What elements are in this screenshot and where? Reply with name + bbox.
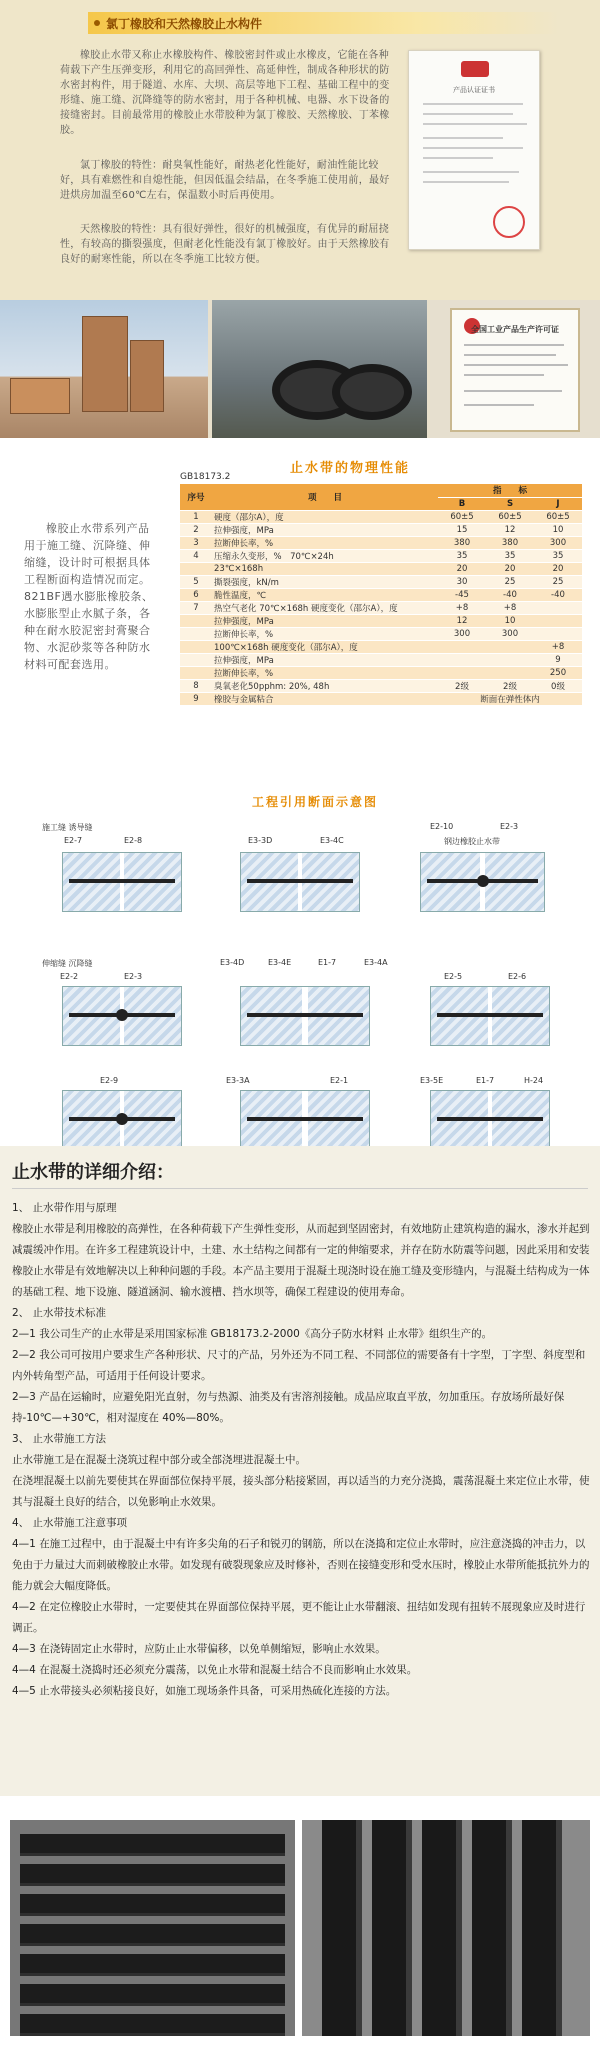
spec-cell-j <box>534 627 582 640</box>
spec-cell-no: 5 <box>180 575 212 588</box>
spec-cell-no: 9 <box>180 692 212 705</box>
spec-cell-item: 硬度（邵尔A），度 <box>212 510 438 523</box>
spec-cell-s: -40 <box>486 588 534 601</box>
spec-row <box>180 575 582 588</box>
spec-cell-j <box>534 601 582 614</box>
spec-cell-b: 2级 <box>438 679 486 692</box>
divider <box>12 1188 588 1189</box>
spec-row <box>180 666 582 679</box>
red-seal-icon <box>493 206 525 238</box>
bullet-icon <box>94 20 100 26</box>
spec-cell-item: 压缩永久变形，% 70℃×24h <box>212 549 438 562</box>
spec-cell-s: +8 <box>486 601 534 614</box>
cert-title: 产品认证证书 <box>453 86 495 94</box>
spec-cell-b <box>438 640 486 653</box>
factory-building-photo <box>0 300 208 438</box>
detail-paragraph: 止水带施工是在混凝土浇筑过程中部分或全部浇埋进混凝土中。 <box>12 1454 306 1466</box>
diagram-label: E3-4E <box>268 958 292 967</box>
spec-cell-b: 断面在弹性体内 <box>438 692 582 705</box>
detail-paragraph: 在浇埋混凝土以前先要使其在界面部位保持平展，接头部分粘接紧固，再以适当的力充分浇捣，震荡混凝土来定位止水带，使其与混凝土良好的结合，以免影响止水效果。 <box>12 1475 590 1508</box>
diagram-label: H-24 <box>524 1076 544 1085</box>
waterstop-stack-photo-1 <box>10 1820 295 2036</box>
th-b: B <box>438 497 486 510</box>
spec-row <box>180 601 582 614</box>
spec-table <box>180 484 582 706</box>
spec-cell-item: 100℃×168h 硬度变化（邵尔A），度 <box>212 640 438 653</box>
diagram-label: 施工缝 诱导缝 <box>42 823 93 832</box>
detail-paragraph: 2—3 产品在运输时，应避免阳光直射，勿与热源、油类及有害溶剂接触。成品应取直平放，勿加重压。存放场所最好保持-10℃—+30℃，相对湿度在 40%—80%。 <box>12 1391 565 1424</box>
diagram-label: E2-7 <box>64 836 83 845</box>
production-workshop-photo <box>212 300 427 438</box>
spec-cell-j: +8 <box>534 640 582 653</box>
spec-cell-b: +8 <box>438 601 486 614</box>
diagram-label: E3-3D <box>248 836 273 845</box>
diagram-label: E2-3 <box>124 972 143 981</box>
spec-cell-item: 撕裂强度，kN/m <box>212 575 438 588</box>
spec-cell-s: 25 <box>486 575 534 588</box>
diagram-label: E1-7 <box>476 1076 495 1085</box>
spec-row <box>180 510 582 523</box>
spec-row <box>180 614 582 627</box>
spec-cell-s <box>486 640 534 653</box>
spec-cell-no: 6 <box>180 588 212 601</box>
diagram-title: 工程引用断面示意图 <box>252 795 379 809</box>
intro-section <box>0 0 600 300</box>
spec-row <box>180 562 582 575</box>
spec-cell-item: 热空气老化 70℃×168h 硬度变化（邵尔A），度 <box>212 601 438 614</box>
diagram-label: E2-9 <box>100 1076 119 1085</box>
spec-cell-j: 20 <box>534 562 582 575</box>
spec-cell-no: 8 <box>180 679 212 692</box>
details-heading: 止水带的详细介绍： <box>12 1162 174 1183</box>
production-license-image <box>430 300 600 438</box>
spec-cell-j: 60±5 <box>534 510 582 523</box>
spec-row <box>180 692 582 705</box>
joint-diagram <box>240 1090 370 1150</box>
diagram-label: 伸缩缝 沉降缝 <box>42 959 93 968</box>
joint-diagram <box>62 852 182 912</box>
joint-diagram <box>430 1090 550 1150</box>
spec-row <box>180 627 582 640</box>
spec-cell-b: 12 <box>438 614 486 627</box>
detail-paragraph: 4—1 在施工过程中，由于混凝土中有许多尖角的石子和锐刃的钢筋，所以在浇捣和定位止水带时，应注意浇捣的冲击力，以免由于力量过大而刺破橡胶止水带。如发现有破裂现象应及时修补，否则在接缝变形和受水压时，橡胶止水带所能抵抗外力的能力就会大幅度降低。 <box>12 1538 590 1592</box>
spec-cell-s: 10 <box>486 614 534 627</box>
spec-cell-j: 0级 <box>534 679 582 692</box>
detail-paragraph: 2—1 我公司生产的止水带是采用国家标准 GB18173.2-2000《高分子防水材料 止水带》组织生产的。 <box>12 1328 493 1340</box>
spec-cell-item: 拉断伸长率，% <box>212 536 438 549</box>
th-index: 指 标 <box>438 484 582 497</box>
detail-paragraph: 橡胶止水带是利用橡胶的高弹性，在各种荷载下产生弹性变形，从而起到坚固密封，有效地防止建筑构造的漏水，渗水并起到减震缓冲作用。在许多工程建筑设计中，土建、水土结构之间都有一定的伸缩要求，并存在防水防震等问题，因此采用和安装橡胶止水带是有效地解决以上种种问题的手段。本产品主要用于混凝土现浇时设在施工缝及变形缝内，与混凝土结构成为一体的基础工程、地下设施、隧道涵洞、输水渡槽、挡水坝等，确保工程建设的使用寿命。 <box>12 1223 590 1298</box>
spec-cell-j: 10 <box>534 523 582 536</box>
intro-paragraph-1: 橡胶止水带又称止水橡胶构件、橡胶密封件或止水橡皮，它能在各种荷载下产生压弹变形，利用它的高回弹性、高延伸性，制成各种形状的防水密封构件，用于隧道、水库、大坝、高层等地下工程、基础工程中的变形缝、施工缝、沉降缝等的防水密封，用于各种机械、电器、水下设备的接缝密封。目前最常用的橡胶止水带胶种为氯丁橡胶、天然橡胶、丁苯橡胶。 <box>60 50 390 136</box>
spec-row <box>180 536 582 549</box>
product-photos <box>0 1796 600 2046</box>
spec-cell-b: 35 <box>438 549 486 562</box>
detail-paragraph: 4—3 在浇铸固定止水带时，应防止止水带偏移，以免单侧缩短，影响止水效果。 <box>12 1643 386 1655</box>
diagram-label: E2-1 <box>330 1076 349 1085</box>
cert-logo-icon <box>461 61 489 77</box>
diagram-label: E2-2 <box>60 972 79 981</box>
spec-cell-s: 380 <box>486 536 534 549</box>
spec-cell-s: 12 <box>486 523 534 536</box>
detail-paragraph: 2—2 我公司可按用户要求生产各种形状、尺寸的产品，另外还为不同工程、不同部位的需要备有十字型，丁字型、斜度型和内外转角型产品，可适用于任何设计要求。 <box>12 1349 586 1382</box>
spec-row <box>180 588 582 601</box>
section-banner <box>88 12 558 34</box>
joint-diagram <box>240 852 360 912</box>
spec-cell-no: 4 <box>180 549 212 562</box>
diagram-label: E2-8 <box>124 836 143 845</box>
spec-cell-item: 23℃×168h <box>212 562 438 575</box>
intro-paragraph-2: 氯丁橡胶的特性：耐臭氧性能好，耐热老化性能好，耐油性能比较好，具有难燃性和自熄性能，但因低温会结晶，在冬季施工使用前，最好进烘房加温至60℃左右，保温数小时后再使用。 <box>60 160 390 201</box>
spec-cell-s <box>486 653 534 666</box>
diagram-label: E2-6 <box>508 972 527 981</box>
spec-cell-item: 脆性温度，℃ <box>212 588 438 601</box>
detail-paragraph: 3、 止水带施工方法 <box>12 1433 107 1445</box>
joint-diagram <box>62 1090 182 1150</box>
diagram-label: E3-4A <box>364 958 388 967</box>
th-item: 项 目 <box>212 484 438 510</box>
spec-cell-b: 60±5 <box>438 510 486 523</box>
diagram-label: E3-4D <box>220 958 245 967</box>
spec-cell-no <box>180 640 212 653</box>
spec-cell-no <box>180 562 212 575</box>
spec-row <box>180 549 582 562</box>
details-section <box>0 1146 600 1796</box>
spec-cell-s: 2级 <box>486 679 534 692</box>
spec-cell-j <box>534 614 582 627</box>
spec-cell-no <box>180 666 212 679</box>
spec-cell-j: -40 <box>534 588 582 601</box>
diagram-label: E2-3 <box>500 822 519 831</box>
joint-diagram <box>420 852 545 912</box>
spec-cell-no <box>180 653 212 666</box>
th-j: J <box>534 497 582 510</box>
spec-cell-item: 拉伸强度，MPa <box>212 614 438 627</box>
diagram-label: E3-4C <box>320 836 344 845</box>
spec-standard: GB18173.2 <box>180 472 231 482</box>
spec-cell-no: 7 <box>180 601 212 614</box>
joint-diagram <box>240 986 370 1046</box>
spec-cell-b <box>438 666 486 679</box>
spec-row <box>180 653 582 666</box>
detail-paragraph: 4—5 止水带接头必须粘接良好，如施工现场条件具备，可采用热硫化连接的方法。 <box>12 1685 397 1697</box>
spec-cell-s: 60±5 <box>486 510 534 523</box>
spec-cell-no <box>180 627 212 640</box>
photo-strip <box>0 300 600 438</box>
detail-paragraph: 4—4 在混凝土浇捣时还必须充分震荡，以免止水带和混凝土结合不良而影响止水效果。 <box>12 1664 418 1676</box>
spec-cell-b: 20 <box>438 562 486 575</box>
detail-paragraph: 4—2 在定位橡胶止水带时，一定要使其在界面部位保持平展，更不能让止水带翻滚、扭结如发现有扭转不展现象应及时进行调正。 <box>12 1601 586 1634</box>
spec-cell-no: 1 <box>180 510 212 523</box>
spec-cell-b: 380 <box>438 536 486 549</box>
detail-paragraph: 4、 止水带施工注意事项 <box>12 1517 128 1529</box>
spec-left-description: 橡胶止水带系列产品用于施工缝、沉降缝、伸缩缝，设计时可根据具体工程断面构造情况而定。821BF遇水膨胀橡胶条、水膨胀型止水腻子条，各种在耐水胶泥密封膏聚合物、水泥砂浆等各种防水材料可配套选用。 <box>24 522 154 671</box>
spec-cell-b: -45 <box>438 588 486 601</box>
diagram-label: E2-10 <box>430 822 454 831</box>
joint-diagram <box>430 986 550 1046</box>
spec-cell-s: 20 <box>486 562 534 575</box>
diagram-label: E3-3A <box>226 1076 250 1085</box>
spec-cell-no <box>180 614 212 627</box>
detail-paragraph: 1、 止水带作用与原理 <box>12 1202 117 1214</box>
spec-cell-s: 35 <box>486 549 534 562</box>
th-no: 序号 <box>180 484 212 510</box>
spec-cell-s: 300 <box>486 627 534 640</box>
spec-cell-j: 9 <box>534 653 582 666</box>
spec-cell-b: 15 <box>438 523 486 536</box>
joint-diagram <box>62 986 182 1046</box>
th-s: S <box>486 497 534 510</box>
spec-table-title: 止水带的物理性能 <box>290 461 411 476</box>
waterstop-stack-photo-2 <box>302 1820 590 2036</box>
spec-cell-no: 2 <box>180 523 212 536</box>
diagram-label: 钢边橡胶止水带 <box>444 837 500 846</box>
spec-cell-s <box>486 666 534 679</box>
spec-row <box>180 640 582 653</box>
spec-cell-item: 拉断伸长率，% <box>212 627 438 640</box>
intro-paragraph-3: 天然橡胶的特性：具有很好弹性，很好的机械强度，有优异的耐屈挠性，有较高的撕裂强度，但耐老化性能没有氯丁橡胶好。由于天然橡胶有良好的耐寒性能，所以在冬季施工比较方便。 <box>60 224 390 265</box>
spec-row <box>180 523 582 536</box>
license-title: 全国工业产品生产许可证 <box>471 325 559 334</box>
spec-cell-no: 3 <box>180 536 212 549</box>
spec-cell-b <box>438 653 486 666</box>
spec-cell-item: 拉伸强度，MPa <box>212 653 438 666</box>
spec-cell-item: 臭氧老化50pphm: 20%, 48h <box>212 679 438 692</box>
spec-cell-b: 30 <box>438 575 486 588</box>
detail-paragraph: 2、 止水带技术标准 <box>12 1307 107 1319</box>
banner-title: 氯丁橡胶和天然橡胶止水构件 <box>106 17 263 31</box>
spec-cell-item: 拉断伸长率，% <box>212 666 438 679</box>
diagram-label: E2-5 <box>444 972 463 981</box>
spec-cell-j: 300 <box>534 536 582 549</box>
spec-cell-b: 300 <box>438 627 486 640</box>
spec-row <box>180 679 582 692</box>
diagram-label: E1-7 <box>318 958 337 967</box>
details-body <box>12 1198 590 1702</box>
spec-cell-item: 橡胶与金属粘合 <box>212 692 438 705</box>
diagram-label: E3-5E <box>420 1076 444 1085</box>
spec-cell-j: 35 <box>534 549 582 562</box>
spec-cell-j: 25 <box>534 575 582 588</box>
spec-cell-item: 拉伸强度，MPa <box>212 523 438 536</box>
product-certificate-image <box>408 50 540 250</box>
spec-cell-j: 250 <box>534 666 582 679</box>
